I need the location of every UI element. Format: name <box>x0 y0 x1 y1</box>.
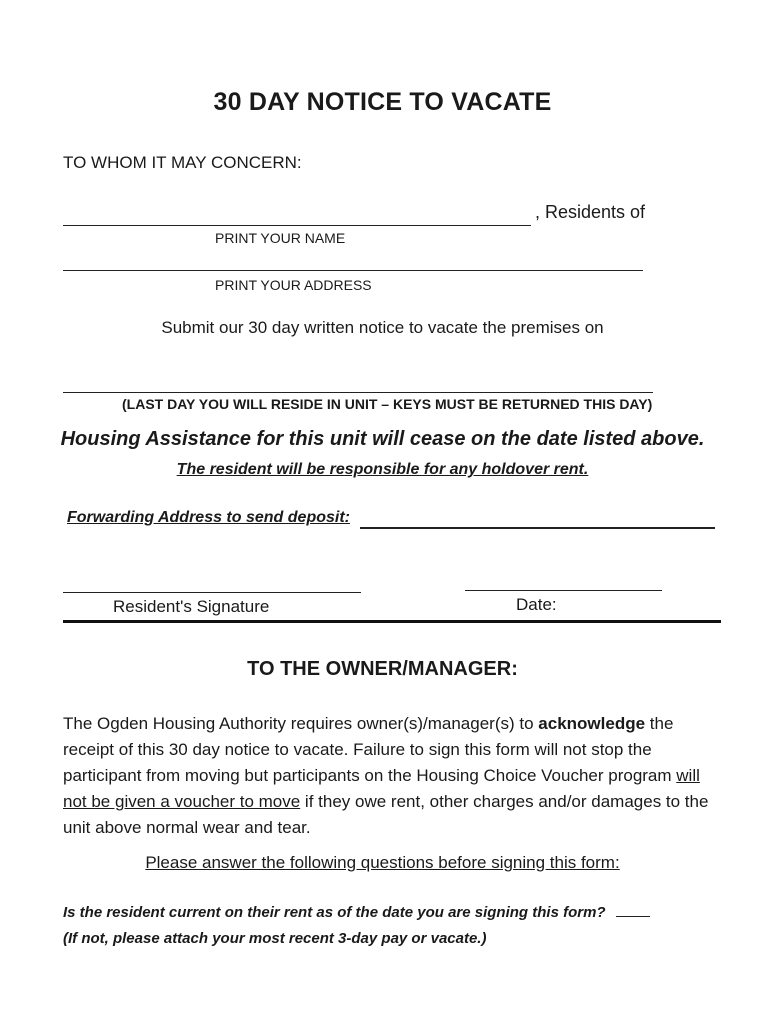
current-rent-answer-blank[interactable] <box>616 916 650 917</box>
current-rent-question-text: Is the resident current on their rent as of the date you are signing this form? <box>63 904 606 921</box>
residents-of-text: , Residents of <box>535 202 646 222</box>
submit-notice-text: Submit our 30 day written notice to vacate the premises on <box>161 318 604 337</box>
forwarding-address-label: Forwarding Address to send deposit: <box>67 509 350 526</box>
owner-manager-heading: TO THE OWNER/MANAGER: <box>247 658 518 680</box>
section-divider <box>63 620 721 623</box>
answer-instruction: Please answer the following questions before signing this form: <box>145 853 620 872</box>
signature-label: Resident's Signature <box>113 597 270 616</box>
signature-line[interactable] <box>63 592 361 593</box>
last-day-note: (LAST DAY YOU WILL RESIDE IN UNIT – KEYS MUST BE RETURNED THIS DAY) <box>122 396 653 412</box>
forwarding-address-line[interactable] <box>360 527 715 529</box>
print-name-hint: PRINT YOUR NAME <box>215 230 346 246</box>
paragraph-part3: if they owe rent, other charges and/or damages to the unit above normal wear and tear. <box>63 792 709 837</box>
date-line[interactable] <box>465 590 662 591</box>
paragraph-part1: The Ogden Housing Authority requires owner(s)/manager(s) to <box>63 714 539 733</box>
housing-assistance-notice: Housing Assistance for this unit will cease on the date listed above. <box>60 428 705 450</box>
page-title: 30 DAY NOTICE TO VACATE <box>213 88 552 116</box>
paragraph-acknowledge: acknowledge <box>538 714 646 733</box>
address-line[interactable] <box>63 270 643 271</box>
print-address-hint: PRINT YOUR ADDRESS <box>215 277 372 293</box>
current-rent-note: (If not, please attach your most recent 3-day pay or vacate.) <box>63 930 487 947</box>
current-rent-question <box>63 904 650 921</box>
owner-instructions-paragraph <box>63 711 723 841</box>
salutation: TO WHOM IT MAY CONCERN: <box>63 153 302 172</box>
vacate-date-line[interactable] <box>63 392 653 393</box>
date-label: Date: <box>516 595 557 614</box>
name-line[interactable] <box>63 225 531 226</box>
holdover-rent-text: The resident will be responsible for any holdover rent. <box>176 461 589 478</box>
holdover-rent-notice <box>0 461 765 479</box>
paragraph-voucher-warning: will not be given a voucher to move <box>63 766 700 811</box>
paragraph-part2: the receipt of this 30 day notice to vacate. Failure to sign this form will not stop the participant from moving but participants on the Housing Choice Voucher program <box>63 714 677 785</box>
